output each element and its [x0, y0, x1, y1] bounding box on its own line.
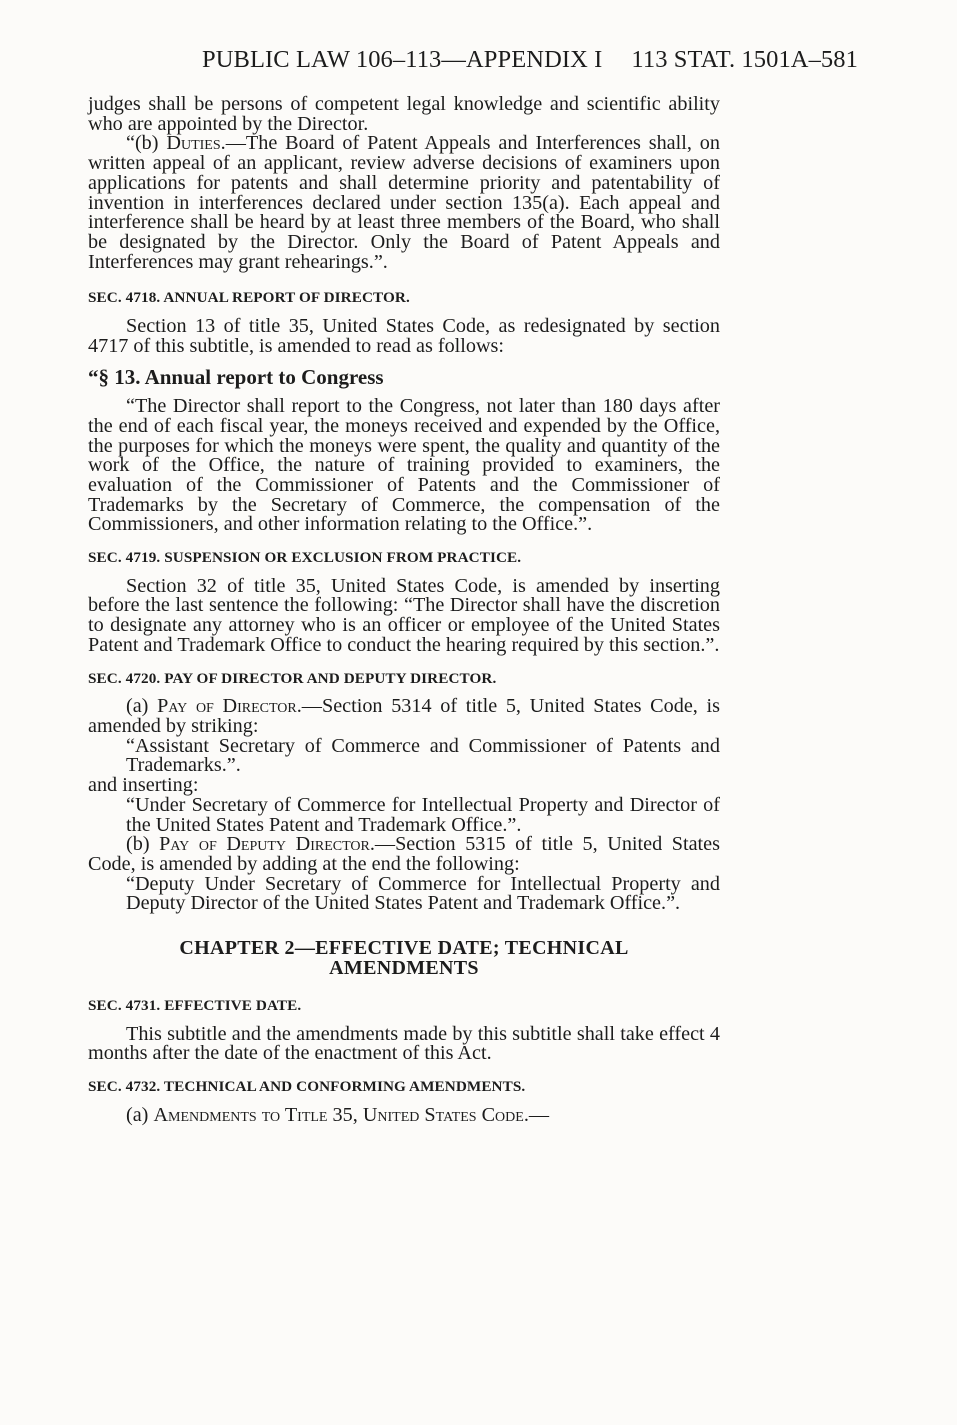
chapter-heading-line1: CHAPTER 2—EFFECTIVE DATE; TECHNICAL [179, 937, 629, 960]
section-heading-4720: SEC. 4720. PAY OF DIRECTOR AND DEPUTY DIRECTOR. [88, 669, 497, 687]
paragraph-continuation: judges shall be persons of competent legal knowledge and scientific ability who are appointed by the Director. [88, 93, 720, 135]
section-heading-4719: SEC. 4719. SUSPENSION OR EXCLUSION FROM PRACTICE. [88, 549, 522, 567]
header-stat-citation: 113 STAT. 1501A–581 [631, 46, 858, 73]
duties-lead: “(b) [126, 132, 167, 155]
4732-a-tail: .— [523, 1103, 550, 1126]
section-4731-text: This subtitle and the amendments made by this subtitle shall take effect 4 months after the date of the enactment of this Act. [88, 1022, 720, 1065]
section-13-heading: “§ 13. Annual report to Congress [88, 365, 384, 390]
deputy-quote [88, 872, 720, 915]
paragraph-duties [88, 134, 720, 272]
section-4720-b [88, 835, 720, 874]
section-4719-text: Section 32 of title 35, United States Code, is amended by inserting before the last sentence the following: “The Director shall have the discretion to designate any attorney who is an officer or employee of the United States Patent and Trademark Office to conduct the hearing required by this section.”. [88, 574, 720, 656]
4732-a-lead: (a) [126, 1103, 154, 1126]
4732-a-caption: Amendments to Title 35, United States Code [153, 1103, 524, 1126]
chapter-heading [88, 938, 720, 978]
chapter-heading-line2: AMENDMENTS [329, 957, 479, 980]
section-heading-4732: SEC. 4732. TECHNICAL AND CONFORMING AMENDMENTS. [88, 1078, 526, 1096]
deputy-quote-text: “Deputy Under Secretary of Commerce for Intellectual Property and Deputy Director of the United States Patent and Trademark Office.”. [126, 872, 720, 915]
b-lead: (b) [126, 833, 160, 856]
section-13-quote: “The Director shall report to the Congress, not later than 180 days after the end of each fiscal year, the moneys received and expended by the Office, the purposes for which the moneys were spent, the quality and quantity of the work of the Office, the nature of training provided to examiners, the evaluation of the Commissioner of Patents and the Commissioner of Trademarks by the Secretary of Commerce, the compensation of the Commissioners, and other information relating to the Office.”. [88, 395, 720, 536]
a-caption: Pay of Director [157, 695, 297, 718]
section-heading-4718: SEC. 4718. ANNUAL REPORT OF DIRECTOR. [88, 289, 410, 307]
duties-caption: Duties [166, 132, 221, 155]
section-4720-a [88, 697, 720, 736]
b-caption: Pay of Deputy Director [159, 833, 370, 856]
b-text: .—Section 5315 of title 5, United States Code, is amended by adding at the end the following: [88, 833, 720, 875]
document-body [88, 95, 720, 1126]
running-header [88, 40, 858, 72]
header-law-title: PUBLIC LAW 106–113—APPENDIX I [202, 46, 603, 73]
a-lead: (a) [126, 695, 158, 718]
striking-quote-text: “Assistant Secretary of Commerce and Commissioner of Patents and Trademarks.”. [126, 734, 720, 777]
inserting-quote [88, 793, 720, 836]
document-page [88, 40, 858, 1126]
section-heading-4731: SEC. 4731. EFFECTIVE DATE. [88, 997, 302, 1015]
a-text: .—Section 5314 of title 5, United States Code, is amended by striking: [88, 695, 720, 737]
and-inserting: and inserting: [88, 774, 199, 797]
section-4718-text: Section 13 of title 35, United States Code, as redesignated by section 4717 of this subtitle, is amended to read as follows: [88, 315, 720, 357]
striking-quote [88, 734, 720, 777]
duties-text: .—The Board of Patent Appeals and Interferences shall, on written appeal of an applicant, review adverse decisions of examiners upon applications for patents and shall determine priority and patentability of invention in interferences declared under section 135(a). Each appeal and interference shall be heard by at least three members of the Board, who shall be designated by the Director. Only the Board of Patent Appeals and Interferences may grant rehearings.”. [88, 132, 720, 273]
section-4732-a [88, 1103, 720, 1126]
inserting-quote-text: “Under Secretary of Commerce for Intellectual Property and Director of the United States Patent and Trademark Office.”. [126, 793, 720, 836]
